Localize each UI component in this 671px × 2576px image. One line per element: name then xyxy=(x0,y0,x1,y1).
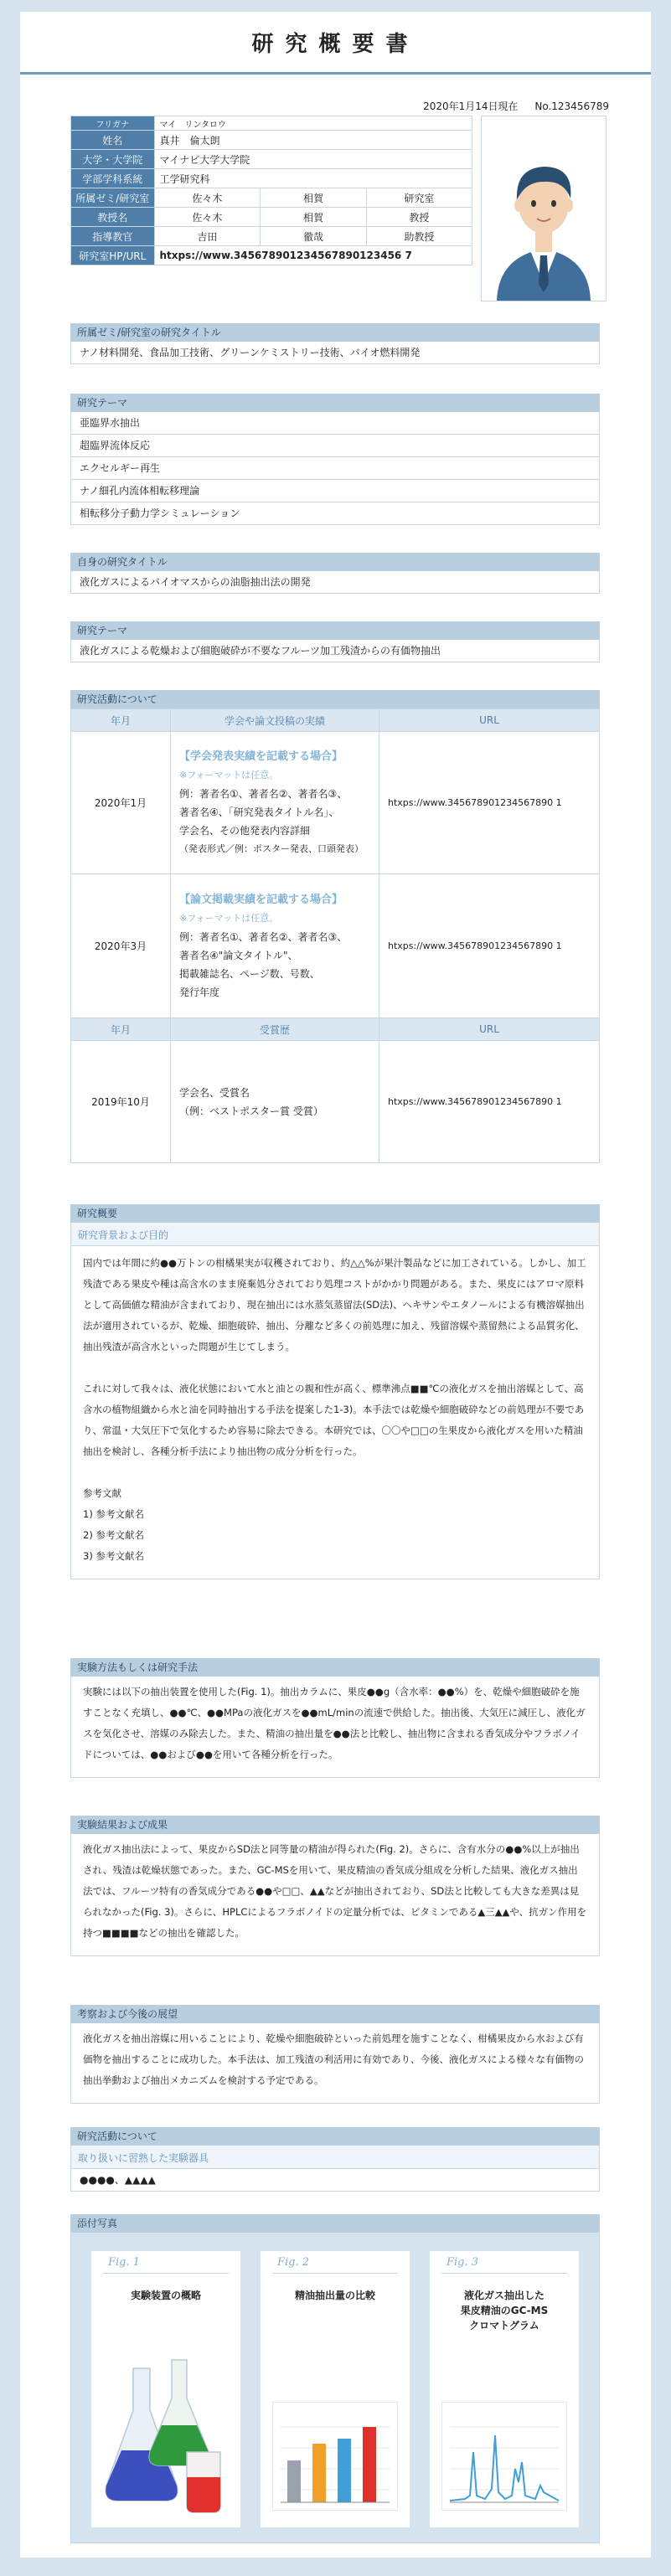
figure-caption xyxy=(91,2288,240,2303)
seminar-title-section xyxy=(70,323,600,364)
professor-cell: 相賀 xyxy=(261,208,366,227)
placeholder-note: ※フォーマットは任意。 xyxy=(179,769,279,781)
col-header-url: URL xyxy=(379,1018,600,1041)
theme-item: 超臨界流体反応 xyxy=(70,435,600,457)
row-line: 例：著者名①、著者名②、著者名③、 xyxy=(179,787,348,800)
caption-line: 実験装置の概略 xyxy=(130,2290,201,2301)
own-title-section xyxy=(70,553,600,594)
research-themes-section xyxy=(70,394,600,525)
caption-line: クロマトグラム xyxy=(469,2320,539,2331)
section-header: 添付写真 xyxy=(70,2214,600,2233)
seminar-cell: 佐々木 xyxy=(154,188,261,208)
section-header: 所属ゼミ/研究室の研究タイトル xyxy=(70,323,600,342)
row-year: 2020年3月 xyxy=(71,874,171,1018)
method-body: 実験には以下の抽出装置を使用した(Fig. 1)。抽出カラムに、果皮●●g（含水率：●●%）を、乾燥や細胞破砕を施すことなく充填し、●●℃、●●MPaの液化ガスを●●mL/minの流速で供給した。抽出後、大気圧に減圧し、液化ガスを気化させ、溶媒のみ除去した。また、精油の抽出量を●●法と比較し、抽出物に含まれる香気成分やフラボノイドについては、●●および●●を用いて各種分析を行った。 xyxy=(70,1677,600,1778)
furigana-value: マイ リンタロウ xyxy=(154,116,472,131)
as-of-date: 2020年1月14日現在 xyxy=(423,100,519,112)
section-header: 自身の研究タイトル xyxy=(70,553,600,571)
section-subheader: 取り扱いに習熟した実験器具 xyxy=(70,2146,600,2169)
photo-card-fig1 xyxy=(91,2251,240,2527)
row-line: 著者名④"論文タイトル"、 xyxy=(179,949,298,961)
award-url[interactable]: htxps://www.345678901234567890 1 xyxy=(379,1041,600,1163)
bar-chart-illustration xyxy=(272,2402,398,2511)
award-line: （例：ベストポスター賞 受賞） xyxy=(179,1105,323,1117)
results-body: 液化ガス抽出法によって、果皮からSD法と同等量の精油が得られた(Fig. 2)。さらに、含有水分の●●%以上が抽出され、残渣は乾燥状態であった。また、GC-MSを用いて、果皮精油の香気成分組成を分析した結果、液化ガス抽出法では、フルーツ特有の香気成分である●●や□□、▲▲などが抽出されており、SD法と比較しても大きな差異は見られなかった(Fig. 3)。さらに、HPLCによるフラボノイドの定量分析では、ビタミンである▲三▲▲や、抗ガン作用を持つ■■■■などの抽出を確認した。 xyxy=(70,1834,600,1956)
figure-label: Fig. 3 xyxy=(446,2256,479,2269)
overview-section xyxy=(70,1204,600,1579)
university-label: 大学・大学院 xyxy=(71,150,155,169)
flask-illustration xyxy=(100,2352,232,2519)
award-year: 2019年10月 xyxy=(71,1041,171,1163)
photo-card-fig2 xyxy=(261,2251,410,2527)
references-title: 参考文献 xyxy=(83,1487,121,1499)
award-line: 学会名、受賞名 xyxy=(179,1086,250,1099)
theme-item: 亜臨界水抽出 xyxy=(70,412,600,435)
placeholder-note: ※フォーマットは任意。 xyxy=(179,912,279,924)
own-title-text: 液化ガスによるバイオマスからの油脂抽出法の開発 xyxy=(70,571,600,594)
theme-item: エクセルギー再生 xyxy=(70,457,600,480)
seminar-title-text: ナノ材料開発、食品加工技術、グリーンケミストリー技術、バイオ燃料開発 xyxy=(70,342,600,364)
col-header-year: 年月 xyxy=(71,1018,171,1041)
name-value: 真井 倫太朗 xyxy=(154,131,472,150)
photo-card-fig3 xyxy=(430,2251,579,2527)
seminar-cell: 研究室 xyxy=(366,188,472,208)
row-line: 著者名④、「研究発表タイトル名」、 xyxy=(179,806,339,818)
seminar-label: 所属ゼミ/研究室 xyxy=(71,188,155,208)
section-header: 研究活動について xyxy=(70,690,600,708)
section-subheader: 研究背景および目的 xyxy=(70,1223,600,1246)
advisor-cell: 徹哉 xyxy=(261,227,366,246)
row-line: （発表形式／例：ポスター発表、口頭発表） xyxy=(179,842,364,854)
figure-caption xyxy=(261,2288,410,2303)
col-header-award: 受賞歴 xyxy=(171,1018,379,1041)
placeholder-title: 【論文掲載実績を記載する場合】 xyxy=(179,893,343,906)
theme-item: ナノ細孔内流体相転移理論 xyxy=(70,480,600,502)
discussion-body: 液化ガスを抽出溶媒に用いることにより、乾燥や細胞破砕といった前処理を施すことなく、柑橘果皮から水および有価物を抽出することに成功した。本手法は、加工残渣の利活用に有効であり、今後、液化ガスによる様々な有価物の抽出挙動および抽出メカニズムを検討する予定である。 xyxy=(70,2023,600,2104)
paragraph: 国内では年間に約●●万トンの柑橘果実が収穫されており、約△△%が果汁製品などに加工されている。しかし、加工残渣である果皮や種は高含水のまま廃棄処分されており処理コストがかかり問題がある。また、果皮にはアロマ原料として高価値な精油が含まれており、現在抽出には水蒸気蒸留法(SD法)、ヘキサンやエタノールによる有機溶媒抽出法が適用されているが、乾燥、細胞破砕、抽出、分離など多くの前処理に加え、残留溶媒や蒸留熱による品質劣化、抽出残渣が高含水といった問題が生じてしまう。 xyxy=(83,1257,586,1352)
row-url[interactable]: htxps://www.345678901234567890 1 xyxy=(379,874,600,1018)
placeholder-title: 【学会発表実績を記載する場合】 xyxy=(179,750,343,763)
row-line: 学会名、その他発表内容詳細 xyxy=(179,824,311,837)
figure-caption xyxy=(430,2288,579,2333)
university-value: マイナビ大学大学院 xyxy=(154,150,472,169)
profile-table xyxy=(70,116,472,265)
equipment-section xyxy=(70,2127,600,2192)
reference-item: 2) 参考文献名 xyxy=(83,1529,144,1541)
caption-line: 液化ガス抽出した xyxy=(463,2290,545,2301)
reference-item: 3) 参考文献名 xyxy=(83,1550,144,1562)
advisor-cell: 助教授 xyxy=(366,227,472,246)
row-year: 2020年1月 xyxy=(71,732,171,874)
section-header: 実験結果および成果 xyxy=(70,1816,600,1834)
advisor-cell: 吉田 xyxy=(154,227,261,246)
paragraph: これに対して我々は、液化状態において水と油との親和性が高く、標準沸点■■℃の液化ガスを抽出溶媒として、高含水の植物組織から水と油を同時抽出する手法を提案した1-3)。本手法では乾燥や細胞破砕などの前処理が不要であり、常温・大気圧下で気化するため容易に除去できる。本研究では、〇〇や□□の生果皮から液化ガスを用いた精油抽出を検討し、各種分析手法により抽出物の成分分析を行った。 xyxy=(83,1383,585,1457)
row-line: 掲載雑誌名、ページ数、号数、 xyxy=(179,967,320,980)
own-theme-section xyxy=(70,621,600,662)
section-header: 研究テーマ xyxy=(70,621,600,640)
method-section xyxy=(70,1658,600,1778)
document-title: 研究概要書 xyxy=(251,31,420,57)
lab-url-label: 研究室HP/URL xyxy=(71,246,155,265)
name-label: 姓名 xyxy=(71,131,155,150)
section-header: 研究概要 xyxy=(70,1204,600,1223)
theme-item: 相転移分子動力学シミュレーション xyxy=(70,502,600,525)
discussion-section xyxy=(70,2005,600,2104)
col-header-year: 年月 xyxy=(71,709,171,732)
caption-line: 果皮精油のGC-MS xyxy=(460,2305,549,2316)
document-number: No.123456789 xyxy=(534,100,609,112)
references xyxy=(83,1483,587,1567)
photo-area xyxy=(70,2233,600,2543)
chromatogram-illustration xyxy=(441,2402,567,2511)
seminar-cell: 相賀 xyxy=(261,188,366,208)
row-line: 例：著者名①、著者名②、著者名③、 xyxy=(179,930,348,943)
reference-item: 1) 参考文献名 xyxy=(83,1508,144,1520)
caption-line: 精油抽出量の比較 xyxy=(294,2290,375,2301)
professor-cell: 教授 xyxy=(366,208,472,227)
furigana-label: フリガナ xyxy=(71,116,155,131)
row-content xyxy=(171,874,379,1018)
table-row xyxy=(71,732,600,874)
lab-url-value[interactable]: htxps://www.345678901234567890123456 7 xyxy=(154,246,472,265)
row-url[interactable]: htxps://www.345678901234567890 1 xyxy=(379,732,600,874)
equipment-text: ●●●●、▲▲▲▲ xyxy=(70,2169,600,2192)
professor-label: 教授名 xyxy=(71,208,155,227)
section-header: 考察および今後の展望 xyxy=(70,2005,600,2023)
date-line xyxy=(410,99,609,113)
overview-body xyxy=(70,1246,600,1579)
profile-photo xyxy=(481,116,606,301)
photos-section xyxy=(70,2214,600,2543)
col-header-url: URL xyxy=(379,709,600,732)
section-header: 研究活動について xyxy=(70,2127,600,2146)
row-line: 発行年度 xyxy=(179,986,220,998)
professor-cell: 佐々木 xyxy=(154,208,261,227)
results-section xyxy=(70,1816,600,1956)
department-value: 工学研究科 xyxy=(154,169,472,188)
figure-label: Fig. 1 xyxy=(108,2256,141,2269)
table-row xyxy=(71,874,600,1018)
row-content xyxy=(171,732,379,874)
title-bar xyxy=(20,12,651,75)
figure-label: Fig. 2 xyxy=(277,2256,310,2269)
col-header-achievements: 学会や論文投稿の実績 xyxy=(171,709,379,732)
table-row xyxy=(71,1041,600,1163)
section-header: 実験方法もしくは研究手法 xyxy=(70,1658,600,1677)
own-theme-text: 液化ガスによる乾燥および細胞破砕が不要なフルーツ加工残渣からの有価物抽出 xyxy=(70,640,600,662)
advisor-label: 指導教官 xyxy=(71,227,155,246)
avatar-illustration xyxy=(482,116,606,301)
activities-section xyxy=(70,690,600,1163)
activities-table xyxy=(70,708,600,1163)
section-header: 研究テーマ xyxy=(70,394,600,412)
department-label: 学部学科系統 xyxy=(71,169,155,188)
award-content xyxy=(171,1041,379,1163)
